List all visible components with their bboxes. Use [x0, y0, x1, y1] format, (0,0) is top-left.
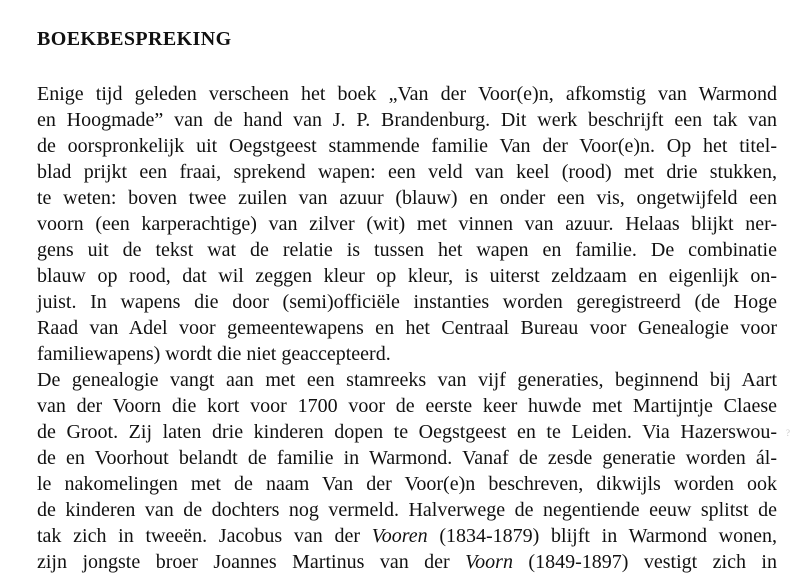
text-line: familiewapens) wordt die niet geaccepteerd.	[37, 343, 391, 365]
text-line: en Hoogmade” van de hand van J. P. Brandenburg. Dit werk beschrijft een tak van	[37, 109, 777, 131]
text-line: gens uit de tekst wat de relatie is tussen het wapen en familie. De combinatie	[37, 239, 777, 261]
page-heading: BOEKBESPREKING	[37, 28, 232, 50]
text-segment: (1849-1897) vestigt zich in	[512, 551, 777, 573]
text-line: le nakomelingen met de naam Van der Voor(e)n beschreven, dikwijls worden ook	[37, 473, 777, 495]
italic-surname: Vooren	[371, 525, 428, 547]
text-line: van der Voorn die kort voor 1700 voor de eerste keer huwde met Martijntje Claese	[37, 395, 777, 417]
text-line: juist. In wapens die door (semi)officiële instanties worden geregistreerd (de Hoge	[37, 291, 777, 313]
text-line: voorn (een karperachtige) van zilver (wit) met vinnen van azuur. Helaas blijkt ner-	[37, 213, 777, 235]
text-line	[37, 524, 777, 548]
italic-surname: Voorn	[465, 551, 513, 573]
text-segment: (1834-1879) blijft in Warmond wonen,	[427, 525, 777, 547]
text-line: de oorspronkelijk uit Oegstgeest stammende familie Van der Voor(e)n. Op het titel-	[37, 135, 777, 157]
text-line: blad prijkt een fraai, sprekend wapen: een veld van keel (rood) met drie stukken,	[37, 161, 777, 183]
text-segment: zijn jongste broer Joannes Martinus van der	[37, 551, 466, 573]
text-line: te weten: boven twee zuilen van azuur (blauw) en onder een vis, ongetwijfeld een	[37, 187, 777, 209]
text-segment: tak zich in tweeën. Jacobus van der	[37, 525, 372, 547]
text-line: de kinderen van de dochters nog vermeld. Halverwege de negentiende eeuw splitst de	[37, 499, 777, 521]
text-line: blauw op rood, dat wil zeggen kleur op kleur, is uiterst zeldzaam en eigenlijk on-	[37, 265, 777, 287]
text-line: De genealogie vangt aan met een stamreeks van vijf generaties, beginnend bij Aart	[37, 369, 777, 391]
text-line: Enige tijd geleden verscheen het boek „Van der Voor(e)n, afkomstig van Warmond	[37, 83, 777, 105]
text-line: de Groot. Zij laten drie kinderen dopen te Oegstgeest en te Leiden. Via Hazerswou-	[37, 421, 777, 443]
margin-mark: ?	[786, 428, 790, 438]
text-line: Raad van Adel voor gemeentewapens en het Centraal Bureau voor Genealogie voor	[37, 317, 777, 339]
text-line	[37, 550, 777, 574]
text-line: de en Voorhout belandt de familie in Warmond. Vanaf de zesde generatie worden ál-	[37, 447, 777, 469]
